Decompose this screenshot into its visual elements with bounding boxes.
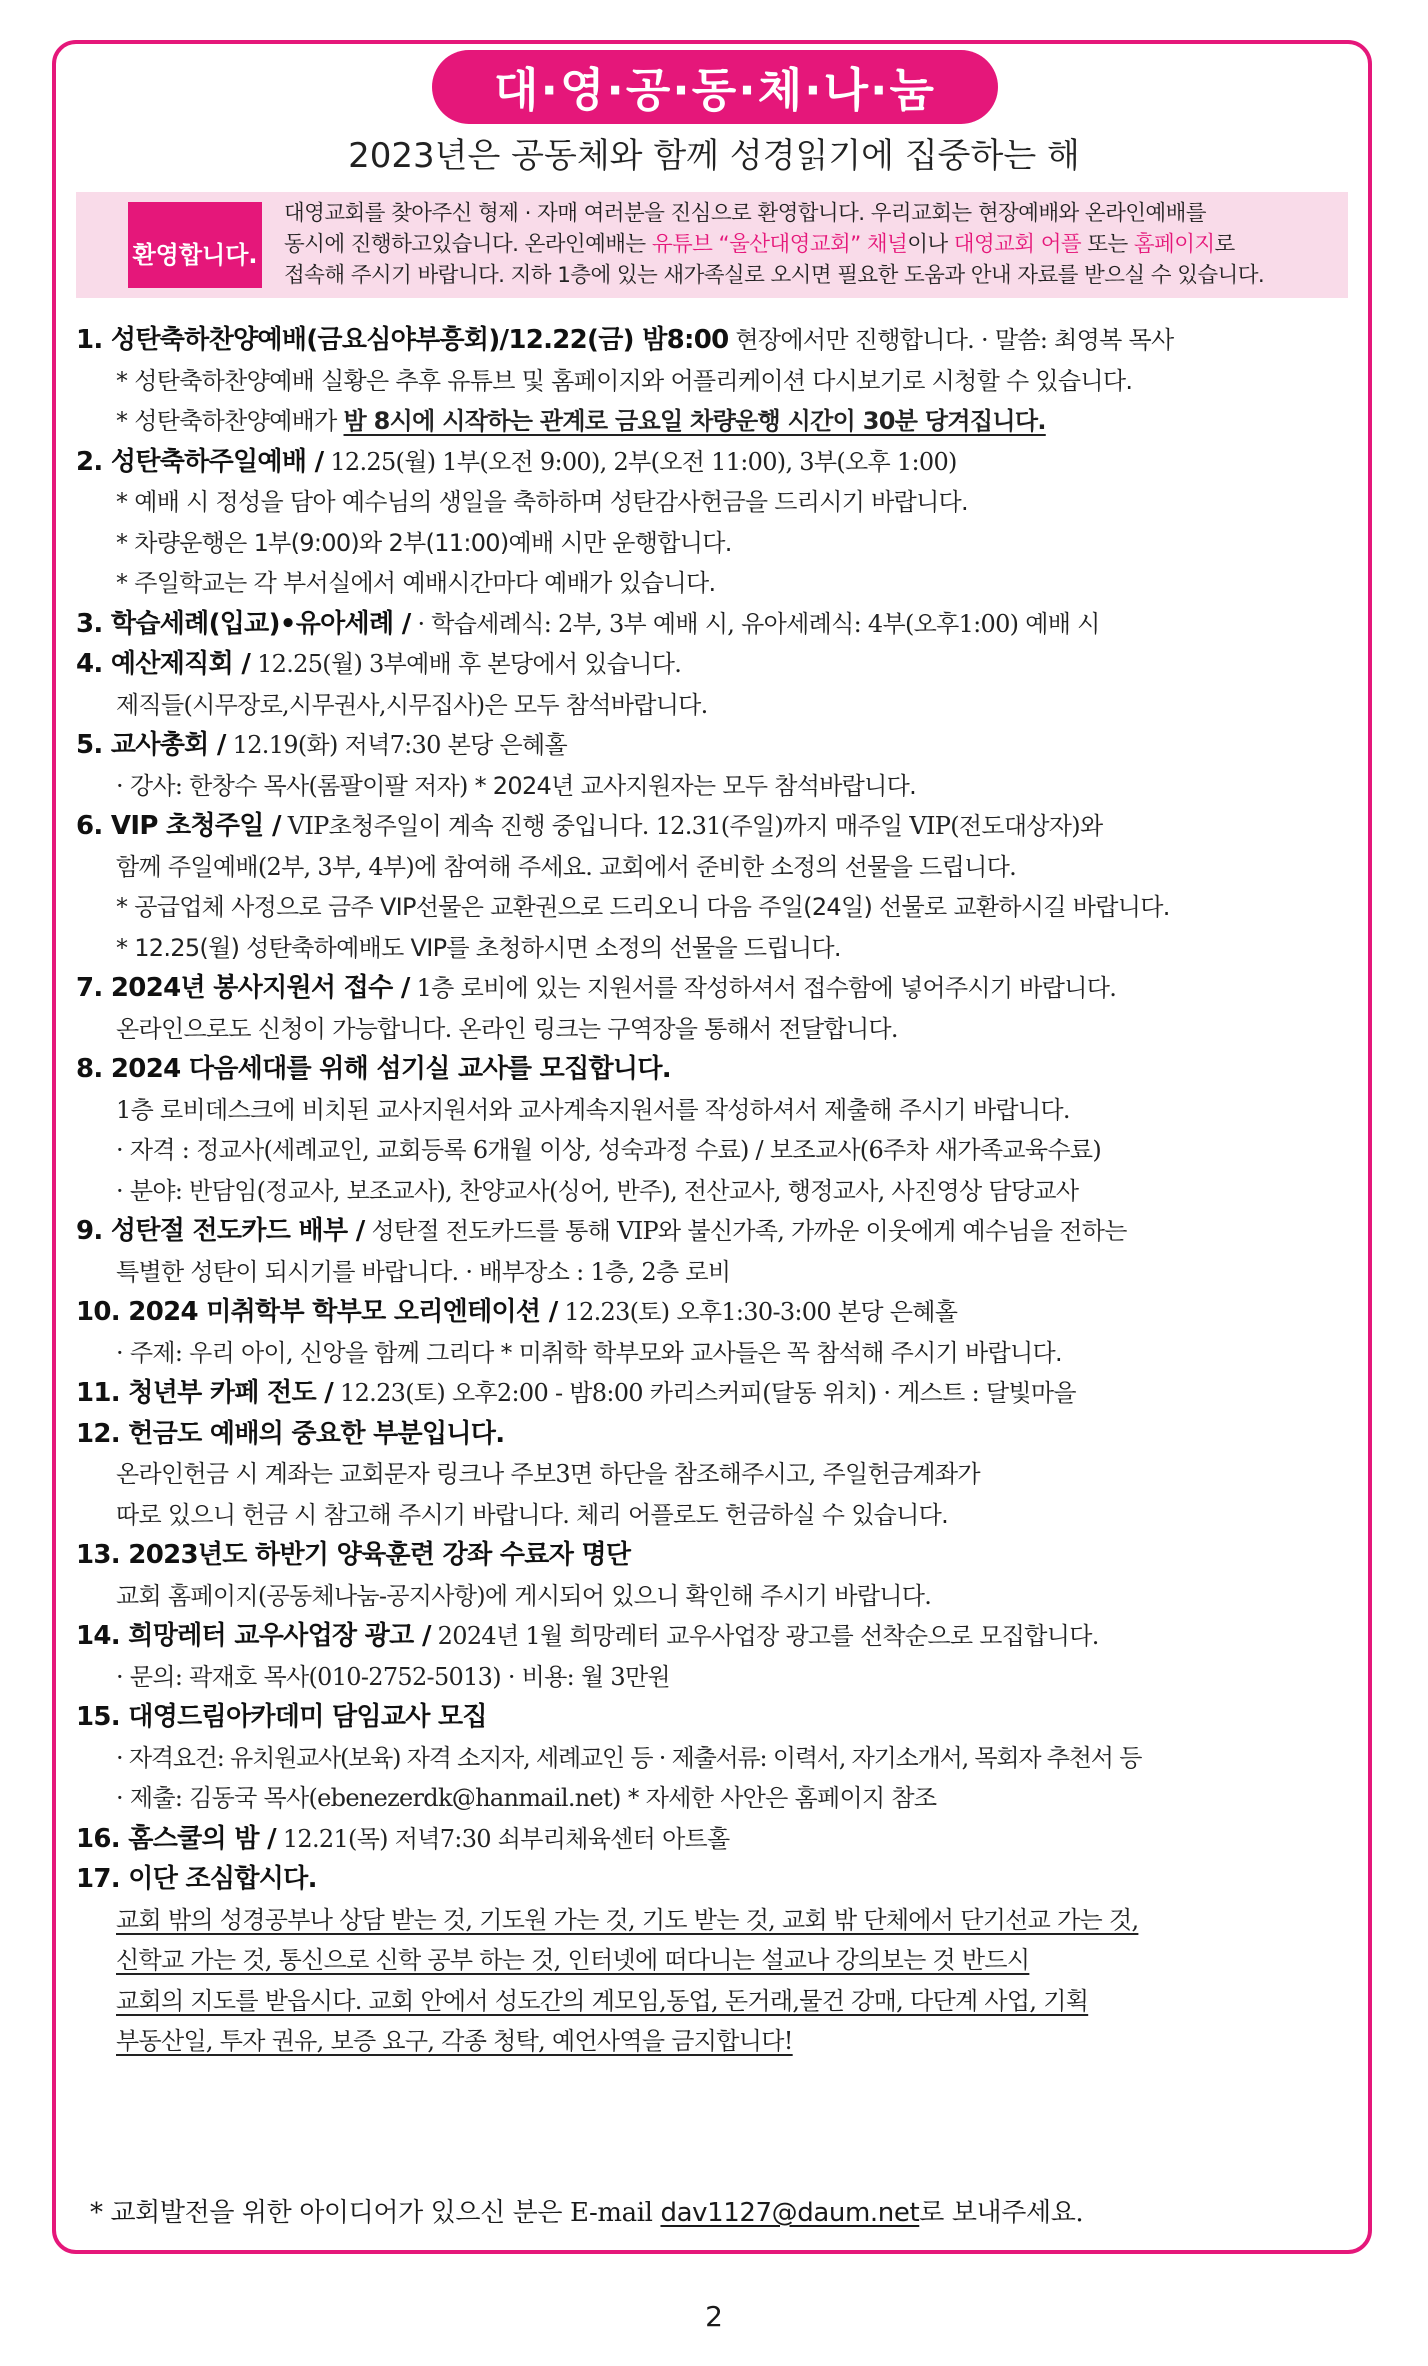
item-heading: 8. 2024 다음세대를 위해 섬기실 교사를 모집합니다. xyxy=(76,1054,671,1084)
item-heading: 5. 교사총회 / xyxy=(76,730,226,760)
item-text: · 제출: 김동국 목사(ebenezerdk@hanmail.net) xyxy=(116,1784,628,1812)
item-emphasis: 밤 8시에 시작하는 관계로 금요일 차량운행 시간이 30분 당겨집니다. xyxy=(343,407,1046,435)
item-heading: 9. 성탄절 전도카드 배부 / xyxy=(76,1216,365,1246)
welcome-text-part: 동시에 진행하고있습니다. 온라인예배는 xyxy=(284,232,652,257)
list-item: * 공급업체 사정으로 금주 VIP선물은 교환권으로 드리오니 다음 주일(24일) 선물로 교환하시길 바랍니다. xyxy=(116,893,1170,921)
item-10-title xyxy=(76,1292,1366,1333)
item-7-title xyxy=(76,968,1366,1009)
item-11-title xyxy=(76,1373,1366,1414)
list-item: 함께 주일예배(2부, 3부, 4부)에 참여해 주세요. 교회에서 준비한 소정의 선물을 드립니다. xyxy=(116,852,1017,881)
list-item: · 자격요건: 유치원교사(보육) 자격 소지자, 세례교인 등 · 제출서류: 이력서, 자기소개서, 목회자 추천서 등 xyxy=(116,1743,1142,1772)
list-item: 특별한 성탄이 되시기를 바랍니다. · 배부장소 : 1층, 2층 로비 xyxy=(116,1257,731,1286)
footer-text: 로 보내주세요. xyxy=(919,2198,1084,2228)
list-item: · 자격 : 정교사(세례교인, 교회등록 6개월 이상, 성숙과정 수료) / 보조교사(6주차 새가족교육수료) xyxy=(116,1136,1101,1164)
list-item: 교회 밖의 성경공부나 상담 받는 것, 기도원 가는 것, 기도 받는 것, 교회 밖 단체에서 단기선교 가는 것, xyxy=(116,1905,1139,1934)
email-link[interactable]: dav1127@daum.net xyxy=(660,2198,920,2228)
item-text: * 성탄축하찬양예배가 xyxy=(116,407,344,435)
item-8-title xyxy=(76,1049,1366,1090)
youtube-channel-text: 유튜브 “울산대영교회” 채널 xyxy=(651,232,908,257)
list-item xyxy=(76,1778,1366,1819)
welcome-text-part: 이나 xyxy=(907,232,954,257)
welcome-text-part: 또는 xyxy=(1081,232,1134,257)
welcome-text xyxy=(284,198,1340,291)
item-3-title xyxy=(76,604,1366,645)
item-text: 12.19(화) 저녁7:30 본당 은혜홀 xyxy=(225,731,567,759)
item-15-title xyxy=(76,1697,1366,1738)
item-text: · 주제: 우리 아이, 신앙을 함께 그리다 xyxy=(116,1338,501,1367)
list-item xyxy=(76,766,1366,807)
welcome-text-part: 로 xyxy=(1214,232,1235,257)
item-6-title xyxy=(76,806,1366,847)
item-heading: 10. 2024 미취학부 학부모 오리엔테이션 / xyxy=(76,1297,558,1327)
item-14-title xyxy=(76,1616,1366,1657)
item-heading: 6. VIP 초청주일 / xyxy=(76,811,281,841)
item-text: 12.23(토) 오후1:30-3:00 본당 은혜홀 xyxy=(557,1298,958,1326)
item-text: 현장에서만 진행합니다. · 말씀: 최영복 목사 xyxy=(728,326,1174,354)
item-9-title xyxy=(76,1211,1366,1252)
list-item: * 예배 시 정성을 담아 예수님의 생일을 축하하며 성탄감사헌금을 드리시기 바랍니다. xyxy=(116,488,968,516)
item-text: 12.21(목) 저녁7:30 쇠부리체육센터 아트홀 xyxy=(275,1824,730,1853)
welcome-label: 환영합니다. xyxy=(128,202,262,288)
item-text: * 2024년 교사지원자는 모두 참석바랍니다. xyxy=(474,771,917,800)
item-12-title xyxy=(76,1414,1366,1455)
page-subtitle: 2023년은 공동체와 함께 성경읽기에 집중하는 해 xyxy=(348,136,1080,176)
list-item: * 주일학교는 각 부서실에서 예배시간마다 예배가 있습니다. xyxy=(116,569,716,597)
list-item: * 차량운행은 1부(9:00)와 2부(11:00)예배 시만 운행합니다. xyxy=(116,528,732,557)
item-heading: 7. 2024년 봉사지원서 접수 / xyxy=(76,973,410,1003)
list-item xyxy=(76,401,1366,442)
item-13-title xyxy=(76,1535,1366,1576)
item-text: VIP초청주일이 계속 진행 중입니다. 12.31(주일)까지 매주일 VIP(전도대상자)와 xyxy=(280,812,1103,840)
item-2-title xyxy=(76,442,1366,483)
item-text: · 강사: 한창수 목사(롬팔이팔 저자) xyxy=(116,771,475,800)
item-text: 12.25(월) 1부(오전 9:00), 2부(오전 11:00), 3부(오후 1:00) xyxy=(323,447,957,476)
item-heading: 12. 헌금도 예배의 중요한 부분입니다. xyxy=(76,1418,505,1449)
list-item xyxy=(76,1333,1366,1374)
item-text: 12.25(월) 3부예배 후 본당에서 있습니다. xyxy=(250,650,682,678)
item-text: · 학습세례식: 2부, 3부 예배 시, 유아세례식: 4부(오후1:00) 예배 시 xyxy=(410,609,1100,638)
list-item: * 성탄축하찬양예배 실황은 추후 유튜브 및 홈페이지와 어플리케이션 다시보기로 시청할 수 있습니다. xyxy=(116,366,1133,395)
item-text: 따로 있으니 헌금 시 참고해 주시기 바랍니다. xyxy=(116,1500,577,1529)
footer-text: * 교회발전을 위한 아이디어가 있으신 분은 E-mail xyxy=(90,2198,661,2228)
page-title: 대·영·공·동·체·나·눔 xyxy=(432,50,998,124)
item-16-title xyxy=(76,1819,1366,1860)
item-heading: 14. 희망레터 교우사업장 광고 / xyxy=(76,1621,431,1651)
item-text: 1층 로비에 있는 지원서를 작성하셔서 접수함에 넣어주시기 바랍니다. xyxy=(409,974,1117,1002)
homepage-text: 홈페이지 xyxy=(1133,232,1215,257)
welcome-line: 대영교회를 찾아주신 형제 · 자매 여러분을 진심으로 환영합니다. 우리교회는 현장예배와 온라인예배를 xyxy=(284,201,1206,226)
list-item: 제직들(시무장로,시무권사,시무집사)은 모두 참석바랍니다. xyxy=(116,690,708,719)
item-text: 체리 어플로도 헌금하실 수 있습니다. xyxy=(576,1500,949,1529)
item-heading: 1. 성탄축하찬양예배(금요심야부흥회)/12.22(금) 밤8:00 xyxy=(76,325,729,355)
list-item: * 12.25(월) 성탄축하예배도 VIP를 초청하시면 소정의 선물을 드립니다. xyxy=(116,933,841,962)
list-item: 온라인헌금 시 계좌는 교회문자 링크나 주보3면 하단을 참조해주시고, 주일헌금계좌가 xyxy=(116,1460,980,1488)
item-heading: 13. 2023년도 하반기 양육훈련 강좌 수료자 명단 xyxy=(76,1540,631,1570)
welcome-line: 접속해 주시기 바랍니다. 지하 1층에 있는 새가족실로 오시면 필요한 도움과 안내 자료를 받으실 수 있습니다. xyxy=(284,263,1265,288)
announcement-list xyxy=(76,320,1366,2062)
item-text: 2024년 1월 희망레터 교우사업장 광고를 선착순으로 모집합니다. xyxy=(430,1622,1099,1650)
list-item: 교회의 지도를 받읍시다. 교회 안에서 성도간의 계모임,동업, 돈거래,물건 강매, 다단계 사업, 기획 xyxy=(116,1986,1089,2015)
item-heading: 11. 청년부 카페 전도 / xyxy=(76,1378,334,1408)
item-heading: 16. 홈스쿨의 밤 / xyxy=(76,1823,276,1854)
list-item: · 분야: 반담임(정교사, 보조교사), 찬양교사(싱어, 반주), 전산교사, 행정교사, 사진영상 담당교사 xyxy=(116,1176,1079,1205)
item-heading: 17. 이단 조심합시다. xyxy=(76,1864,317,1894)
item-heading: 3. 학습세례(입교)•유아세례 / xyxy=(76,608,411,639)
item-1-title xyxy=(76,320,1366,361)
item-text: 12.23(토) 오후2:00 - 밤8:00 카리스커피(달동 위치) · 게스트 : 달빛마을 xyxy=(333,1379,1076,1407)
item-5-title xyxy=(76,725,1366,766)
list-item xyxy=(76,1495,1366,1536)
list-item: 신학교 가는 것, 통신으로 신학 공부 하는 것, 인터넷에 떠다니는 설교나 강의보는 것 반드시 xyxy=(116,1946,1030,1974)
page-number: 2 xyxy=(705,2300,723,2333)
footer-note xyxy=(90,2192,1083,2229)
item-text: * 미취학 학부모와 교사들은 꼭 참석해 주시기 바랍니다. xyxy=(500,1338,1062,1367)
item-4-title xyxy=(76,644,1366,685)
list-item: 부동산일, 투자 권유, 보증 요구, 각종 청탁, 예언사역을 금지합니다! xyxy=(116,2027,793,2055)
church-app-text: 대영교회 어플 xyxy=(953,232,1082,257)
list-item: 1층 로비데스크에 비치된 교사지원서와 교사계속지원서를 작성하셔서 제출해 주시기 바랍니다. xyxy=(116,1095,1070,1124)
item-17-title xyxy=(76,1859,1366,1900)
item-heading: 4. 예산제직회 / xyxy=(76,649,251,679)
list-item: · 문의: 곽재호 목사(010-2752-5013) · 비용: 월 3만원 xyxy=(116,1662,670,1691)
item-text: * 자세한 사안은 홈페이지 참조 xyxy=(627,1784,937,1812)
list-item: 온라인으로도 신청이 가능합니다. 온라인 링크는 구역장을 통해서 전달합니다. xyxy=(116,1014,898,1043)
welcome-line xyxy=(284,229,1340,260)
item-heading: 15. 대영드림아카데미 담임교사 모집 xyxy=(76,1702,487,1732)
welcome-box xyxy=(76,192,1348,298)
list-item: 교회 홈페이지(공동체나눔-공지사항)에 게시되어 있으니 확인해 주시기 바랍니다. xyxy=(116,1581,932,1610)
item-text: 성탄절 전도카드를 통해 VIP와 불신가족, 가까운 이웃에게 예수님을 전하는 xyxy=(364,1217,1127,1245)
item-heading: 2. 성탄축하주일예배 / xyxy=(76,446,324,477)
